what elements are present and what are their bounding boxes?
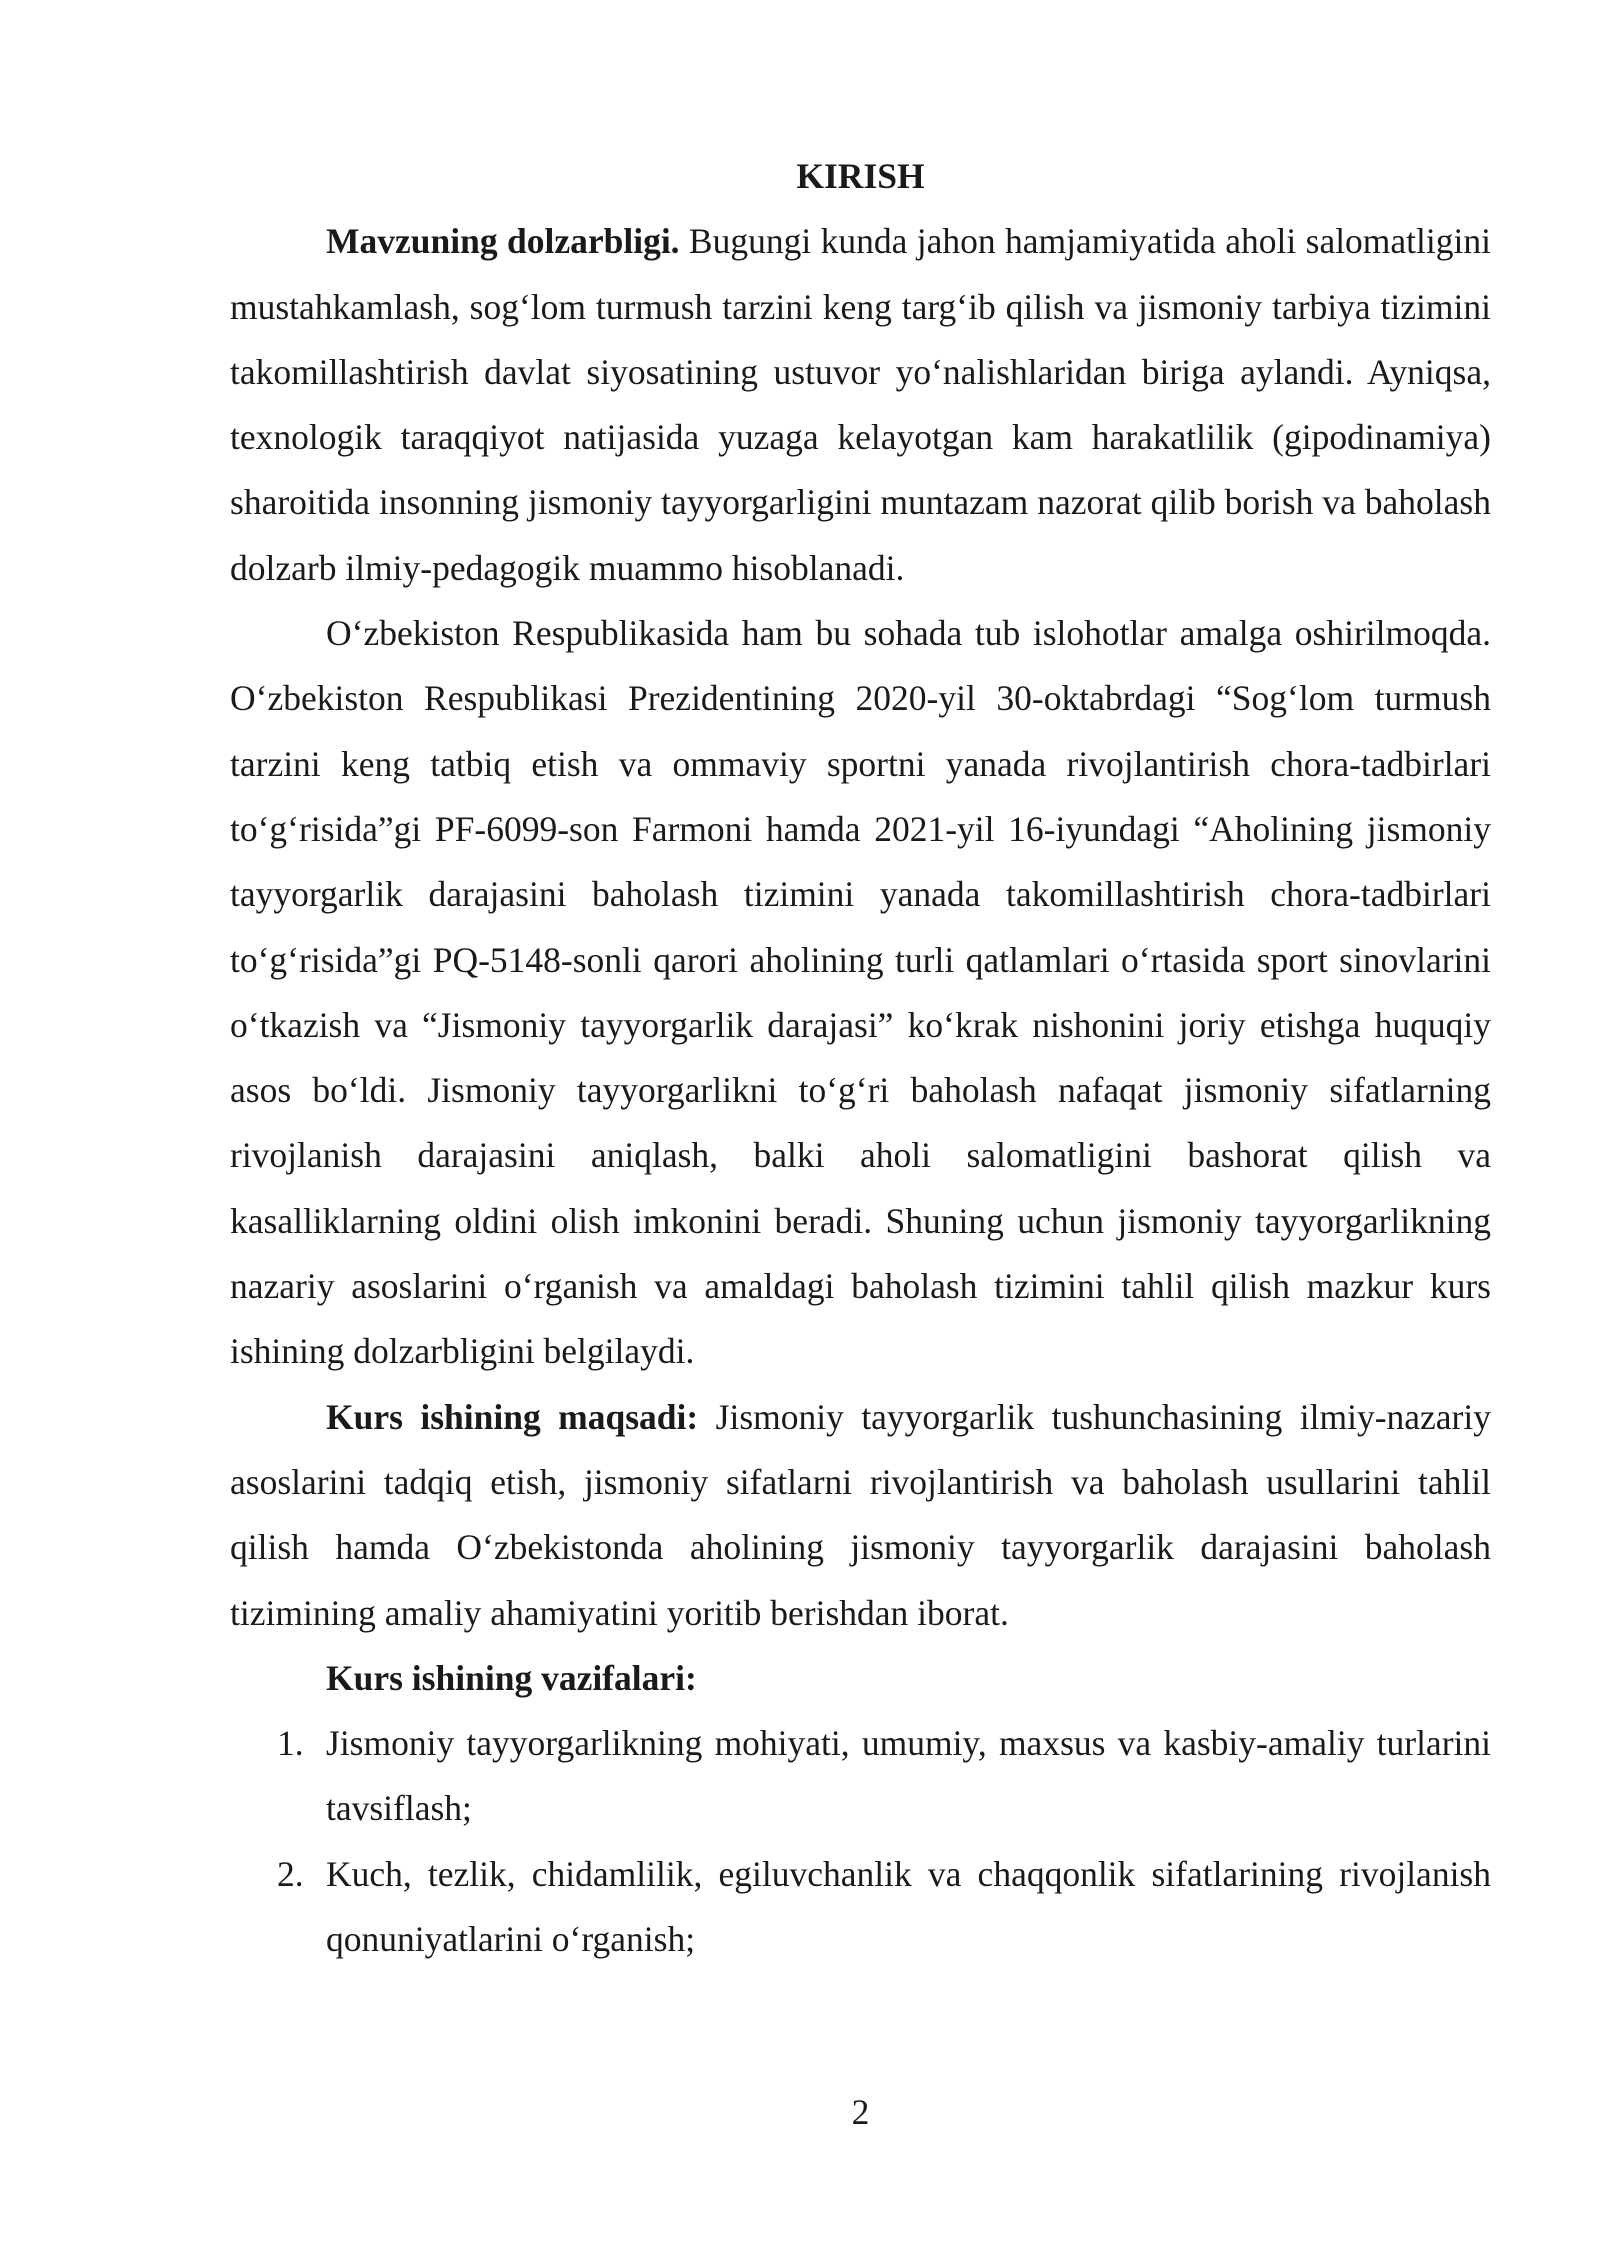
goal-label: Kurs ishining maqsadi:	[326, 1396, 699, 1437]
section-heading: KIRISH	[796, 156, 925, 196]
document-body	[230, 144, 1491, 1972]
goal-text: Jismoniy tayyorgarlik tushunchasining ilmiy-nazariy asoslarini tadqiq etish, jismoniy sifatlarni rivojlantirish va baholash usullarini tahlil qilish hamda O‘zbekistonda aholining jismoniy tayyorgarlik darajasini baholash tizimining amaliy ahamiyatini yoritib berishdan iborat.	[230, 1396, 1491, 1633]
list-item-text: Kuch, tezlik, chidamlilik, egiluvchanlik va chaqqonlik sifatlarining rivojlanish qonuniyatlarini o‘rganish;	[326, 1853, 1491, 1960]
tasks-heading: Kurs ishining vazifalari:	[326, 1657, 697, 1698]
list-item	[230, 1842, 1491, 1973]
tasks-list	[230, 1711, 1491, 1972]
list-item-number: 2.	[277, 1853, 304, 1894]
list-item	[230, 1711, 1491, 1842]
list-item-text: Jismoniy tayyorgarlikning mohiyati, umumiy, maxsus va kasbiy-amaliy turlarini tavsiflash;	[326, 1723, 1491, 1829]
goal-paragraph	[230, 1385, 1491, 1646]
list-item-number: 1.	[277, 1723, 304, 1764]
reforms-paragraph: O‘zbekiston Respublikasida ham bu sohada tub islohotlar amalga oshirilmoqda. O‘zbekiston Respublikasi Prezidentining 2020-yil 30-oktabrdagi “Sog‘lom turmush tarzini keng tatbiq etish va ommaviy sportni yanada rivojlantirish chora-tadbirlari to‘g‘risida”gi PF-6099-son Farmoni hamda 2021-yil 16-iyundagi “Aholining jismoniy tayyorgarlik darajasini baholash tizimini yanada takomillashtirish chora-tadbirlari to‘g‘risida”gi PQ-5148-sonli qarori aholining turli qatlamlari o‘rtasida sport sinovlarini o‘tkazish va “Jismoniy tayyorgarlik darajasi” ko‘krak nishonini joriy etishga huquqiy asos bo‘ldi. Jismoniy tayyorgarlikni to‘g‘ri baholash nafaqat jismoniy sifatlarning rivojlanish darajasini aniqlash, balki aholi salomatligini bashorat qilish va kasalliklarning oldini olish imkonini beradi. Shuning uchun jismoniy tayyorgarlikning nazariy asoslarini o‘rganish va amaldagi baholash tizimini tahlil qilish mazkur kurs ishining dolzarbligini belgilaydi.	[230, 613, 1491, 1372]
relevance-label: Mavzuning dolzarbligi.	[326, 221, 680, 262]
relevance-paragraph	[230, 209, 1491, 601]
page-number: 2	[851, 2092, 870, 2132]
relevance-text: Bugungi kunda jahon hamjamiyatida aholi salomatligini mustahkamlash, sog‘lom turmush tarzini keng targ‘ib qilish va jismoniy tarbiya tizimini takomillashtirish davlat siyosatining ustuvor yo‘nalishlaridan biriga aylandi. Ayniqsa, texnologik taraqqiyot natijasida yuzaga kelayotgan kam harakatlilik (gipodinamiya) sharoitida insonning jismoniy tayyorgarligini muntazam nazorat qilib borish va baholash dolzarb ilmiy-pedagogik muammo hisoblanadi.	[230, 221, 1491, 588]
